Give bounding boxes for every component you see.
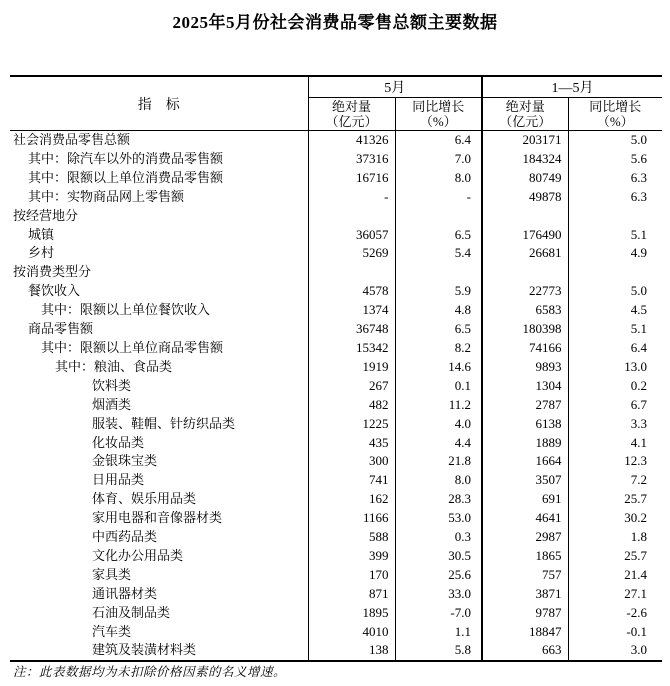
table-body [10, 131, 662, 662]
row-value: 267 [308, 377, 395, 396]
row-label: 日用品类 [10, 471, 308, 490]
row-value [308, 263, 395, 282]
row-value: 482 [308, 396, 395, 415]
row-value: 6.3 [630, 169, 647, 185]
row-value: 3.3 [630, 415, 647, 431]
row-value: 138 [308, 641, 395, 661]
table-row [10, 301, 662, 320]
row-label: 社会消费品零售总额 [10, 131, 308, 150]
table-row [10, 452, 662, 471]
row-label: 其中：除汽车以外的消费品零售额 [10, 150, 308, 169]
row-value: 663 [482, 641, 568, 661]
table-row [10, 169, 662, 188]
table-row [10, 396, 662, 415]
header-sub-line2: （亿元） [325, 114, 378, 129]
row-value: 3507 [482, 471, 568, 490]
row-label: 城镇 [10, 226, 308, 245]
row-label: 石油及制品类 [10, 604, 308, 623]
row-value: 13.0 [624, 358, 647, 374]
row-value: 3.0 [630, 642, 647, 658]
table-row [10, 320, 662, 339]
row-value: 37316 [308, 150, 395, 169]
row-value: 18847 [482, 623, 568, 642]
row-value: 7.2 [630, 472, 647, 488]
row-value: 5.4 [395, 244, 482, 263]
table-row [10, 339, 662, 358]
row-label: 家用电器和音像器材类 [10, 509, 308, 528]
header-sub-yoy-cum [568, 98, 662, 131]
table-row [10, 528, 662, 547]
row-value: 5.6 [630, 150, 647, 166]
row-value: 162 [308, 490, 395, 509]
section-label: 按经营地分 [10, 207, 308, 226]
table-row [10, 131, 662, 150]
row-value: 1889 [482, 434, 568, 453]
row-value: 4.5 [630, 302, 647, 318]
row-label: 中西药品类 [10, 528, 308, 547]
table-row [10, 509, 662, 528]
header-sub-line2: （亿元） [499, 114, 552, 129]
table-header [10, 76, 662, 131]
table-row [10, 471, 662, 490]
row-value: 4578 [308, 282, 395, 301]
table-row [10, 358, 662, 377]
header-sub-line1: 绝对量 [505, 99, 545, 114]
row-value: 16716 [308, 169, 395, 188]
row-label: 服装、鞋帽、针纺织品类 [10, 415, 308, 434]
row-value [568, 263, 662, 282]
row-label: 其中：粮油、食品类 [10, 358, 308, 377]
row-value: 5.1 [630, 321, 647, 337]
row-label: 餐饮收入 [10, 282, 308, 301]
row-value: 5.8 [395, 641, 482, 661]
row-value: 1865 [482, 547, 568, 566]
row-value: 0.1 [395, 377, 482, 396]
row-value [482, 263, 568, 282]
row-value: 22773 [482, 282, 568, 301]
section-row [10, 207, 662, 226]
row-value: 80749 [482, 169, 568, 188]
row-label: 其中：限额以上单位商品零售额 [10, 339, 308, 358]
row-label: 烟酒类 [10, 396, 308, 415]
header-sub-line2: （%） [419, 114, 457, 129]
row-value: 6.7 [630, 396, 647, 412]
row-value: 15342 [308, 339, 395, 358]
row-value: 33.0 [395, 585, 482, 604]
row-value: 2987 [482, 528, 568, 547]
row-value: 6.4 [630, 339, 647, 355]
row-value: -7.0 [395, 604, 482, 623]
row-value: 757 [482, 566, 568, 585]
row-value: 4010 [308, 623, 395, 642]
table-row [10, 244, 662, 263]
section-row [10, 263, 662, 282]
retail-data-table [10, 75, 662, 662]
header-group-may: 5月 [308, 76, 482, 98]
row-value [308, 207, 395, 226]
row-value: 36057 [308, 226, 395, 245]
row-value: 4.0 [395, 415, 482, 434]
row-value: 3871 [482, 585, 568, 604]
row-value [568, 207, 662, 226]
row-value: 8.0 [395, 169, 482, 188]
table-row [10, 188, 662, 207]
row-label: 化妆品类 [10, 434, 308, 453]
row-value: 588 [308, 528, 395, 547]
row-value [395, 263, 482, 282]
header-sub-absolute-may [308, 98, 395, 131]
row-value: 1225 [308, 415, 395, 434]
row-value: 1919 [308, 358, 395, 377]
row-label: 体育、娱乐用品类 [10, 490, 308, 509]
row-value: 5.0 [630, 132, 647, 147]
row-value: -2.6 [626, 604, 647, 620]
row-value: - [308, 188, 395, 207]
row-label: 商品零售额 [10, 320, 308, 339]
row-value: 25.7 [624, 547, 647, 563]
row-value: - [395, 188, 482, 207]
row-value [395, 207, 482, 226]
row-label: 建筑及装潢材料类 [10, 641, 308, 661]
table-row [10, 641, 662, 661]
row-label: 饮料类 [10, 377, 308, 396]
row-value: 14.6 [395, 358, 482, 377]
row-value: 25.7 [624, 491, 647, 507]
header-sub-line2: （%） [596, 114, 634, 129]
row-label: 汽车类 [10, 623, 308, 642]
header-sub-line1: 绝对量 [331, 99, 371, 114]
row-value: 8.2 [395, 339, 482, 358]
table-row [10, 604, 662, 623]
footnote: 注：此表数据均为未扣除价格因素的名义增速。 [13, 665, 287, 679]
row-value: 7.0 [395, 150, 482, 169]
row-value: 1166 [308, 509, 395, 528]
row-value: 184324 [482, 150, 568, 169]
row-value: 28.3 [395, 490, 482, 509]
row-value: 6138 [482, 415, 568, 434]
row-value: 30.5 [395, 547, 482, 566]
row-label: 乡村 [10, 244, 308, 263]
row-value: 1374 [308, 301, 395, 320]
table-row [10, 623, 662, 642]
row-value: 6.3 [630, 188, 647, 204]
row-label: 金银珠宝类 [10, 452, 308, 471]
row-value: 399 [308, 547, 395, 566]
table-row [10, 415, 662, 434]
row-value: 12.3 [624, 453, 647, 469]
row-label: 其中：限额以上单位餐饮收入 [10, 301, 308, 320]
row-value: 4.9 [630, 245, 647, 261]
table-row [10, 585, 662, 604]
row-value: 1.1 [395, 623, 482, 642]
header-sub-yoy-may [395, 98, 482, 131]
table-row [10, 434, 662, 453]
row-label: 家具类 [10, 566, 308, 585]
row-value: 27.1 [624, 585, 647, 601]
row-value: 26681 [482, 244, 568, 263]
row-label: 文化办公用品类 [10, 547, 308, 566]
row-value: 4.4 [395, 434, 482, 453]
row-value: 8.0 [395, 471, 482, 490]
row-value: 203171 [482, 131, 568, 150]
row-value: 36748 [308, 320, 395, 339]
row-value: 176490 [482, 226, 568, 245]
row-value: 2787 [482, 396, 568, 415]
row-value: -0.1 [626, 623, 647, 639]
row-value: 5.9 [395, 282, 482, 301]
row-value: 4641 [482, 509, 568, 528]
row-value: 9787 [482, 604, 568, 623]
row-value: 49878 [482, 188, 568, 207]
row-value: 871 [308, 585, 395, 604]
row-value: 11.2 [395, 396, 482, 415]
row-label: 其中：限额以上单位消费品零售额 [10, 169, 308, 188]
header-sub-line1: 同比增长 [589, 99, 642, 114]
row-value: 4.1 [630, 434, 647, 450]
page-title: 2025年5月份社会消费品零售总额主要数据 [172, 13, 498, 32]
row-value: 1.8 [630, 529, 647, 545]
header-sub-absolute-cum [482, 98, 568, 131]
row-value: 180398 [482, 320, 568, 339]
row-value: 1895 [308, 604, 395, 623]
row-value: 21.4 [624, 566, 647, 582]
row-value: 435 [308, 434, 395, 453]
row-value: 41326 [308, 131, 395, 150]
row-value: 74166 [482, 339, 568, 358]
row-value: 53.0 [395, 509, 482, 528]
table-row [10, 150, 662, 169]
header-group-jan-may: 1—5月 [482, 76, 662, 98]
row-value: 6.5 [395, 320, 482, 339]
row-value: 25.6 [395, 566, 482, 585]
row-value: 6583 [482, 301, 568, 320]
row-label: 通讯器材类 [10, 585, 308, 604]
row-value: 691 [482, 490, 568, 509]
header-indicator: 指 标 [10, 76, 308, 131]
row-value: 5.1 [630, 226, 647, 242]
section-label: 按消费类型分 [10, 263, 308, 282]
row-value [482, 207, 568, 226]
row-value: 6.4 [395, 131, 482, 150]
row-value: 0.3 [395, 528, 482, 547]
row-value: 0.2 [630, 377, 647, 393]
row-value: 6.5 [395, 226, 482, 245]
table-row [10, 377, 662, 396]
row-value: 9893 [482, 358, 568, 377]
row-value: 741 [308, 471, 395, 490]
header-sub-line1: 同比增长 [412, 99, 465, 114]
row-value: 5269 [308, 244, 395, 263]
row-value: 21.8 [395, 452, 482, 471]
row-value: 4.8 [395, 301, 482, 320]
header-group-row [10, 76, 662, 98]
row-value: 30.2 [624, 510, 647, 526]
row-value: 1664 [482, 452, 568, 471]
table-row [10, 282, 662, 301]
table-row [10, 490, 662, 509]
row-label: 其中：实物商品网上零售额 [10, 188, 308, 207]
table-row [10, 226, 662, 245]
row-value: 300 [308, 452, 395, 471]
row-value: 1304 [482, 377, 568, 396]
table-row [10, 547, 662, 566]
table-row [10, 566, 662, 585]
row-value: 5.0 [630, 283, 647, 299]
row-value: 170 [308, 566, 395, 585]
